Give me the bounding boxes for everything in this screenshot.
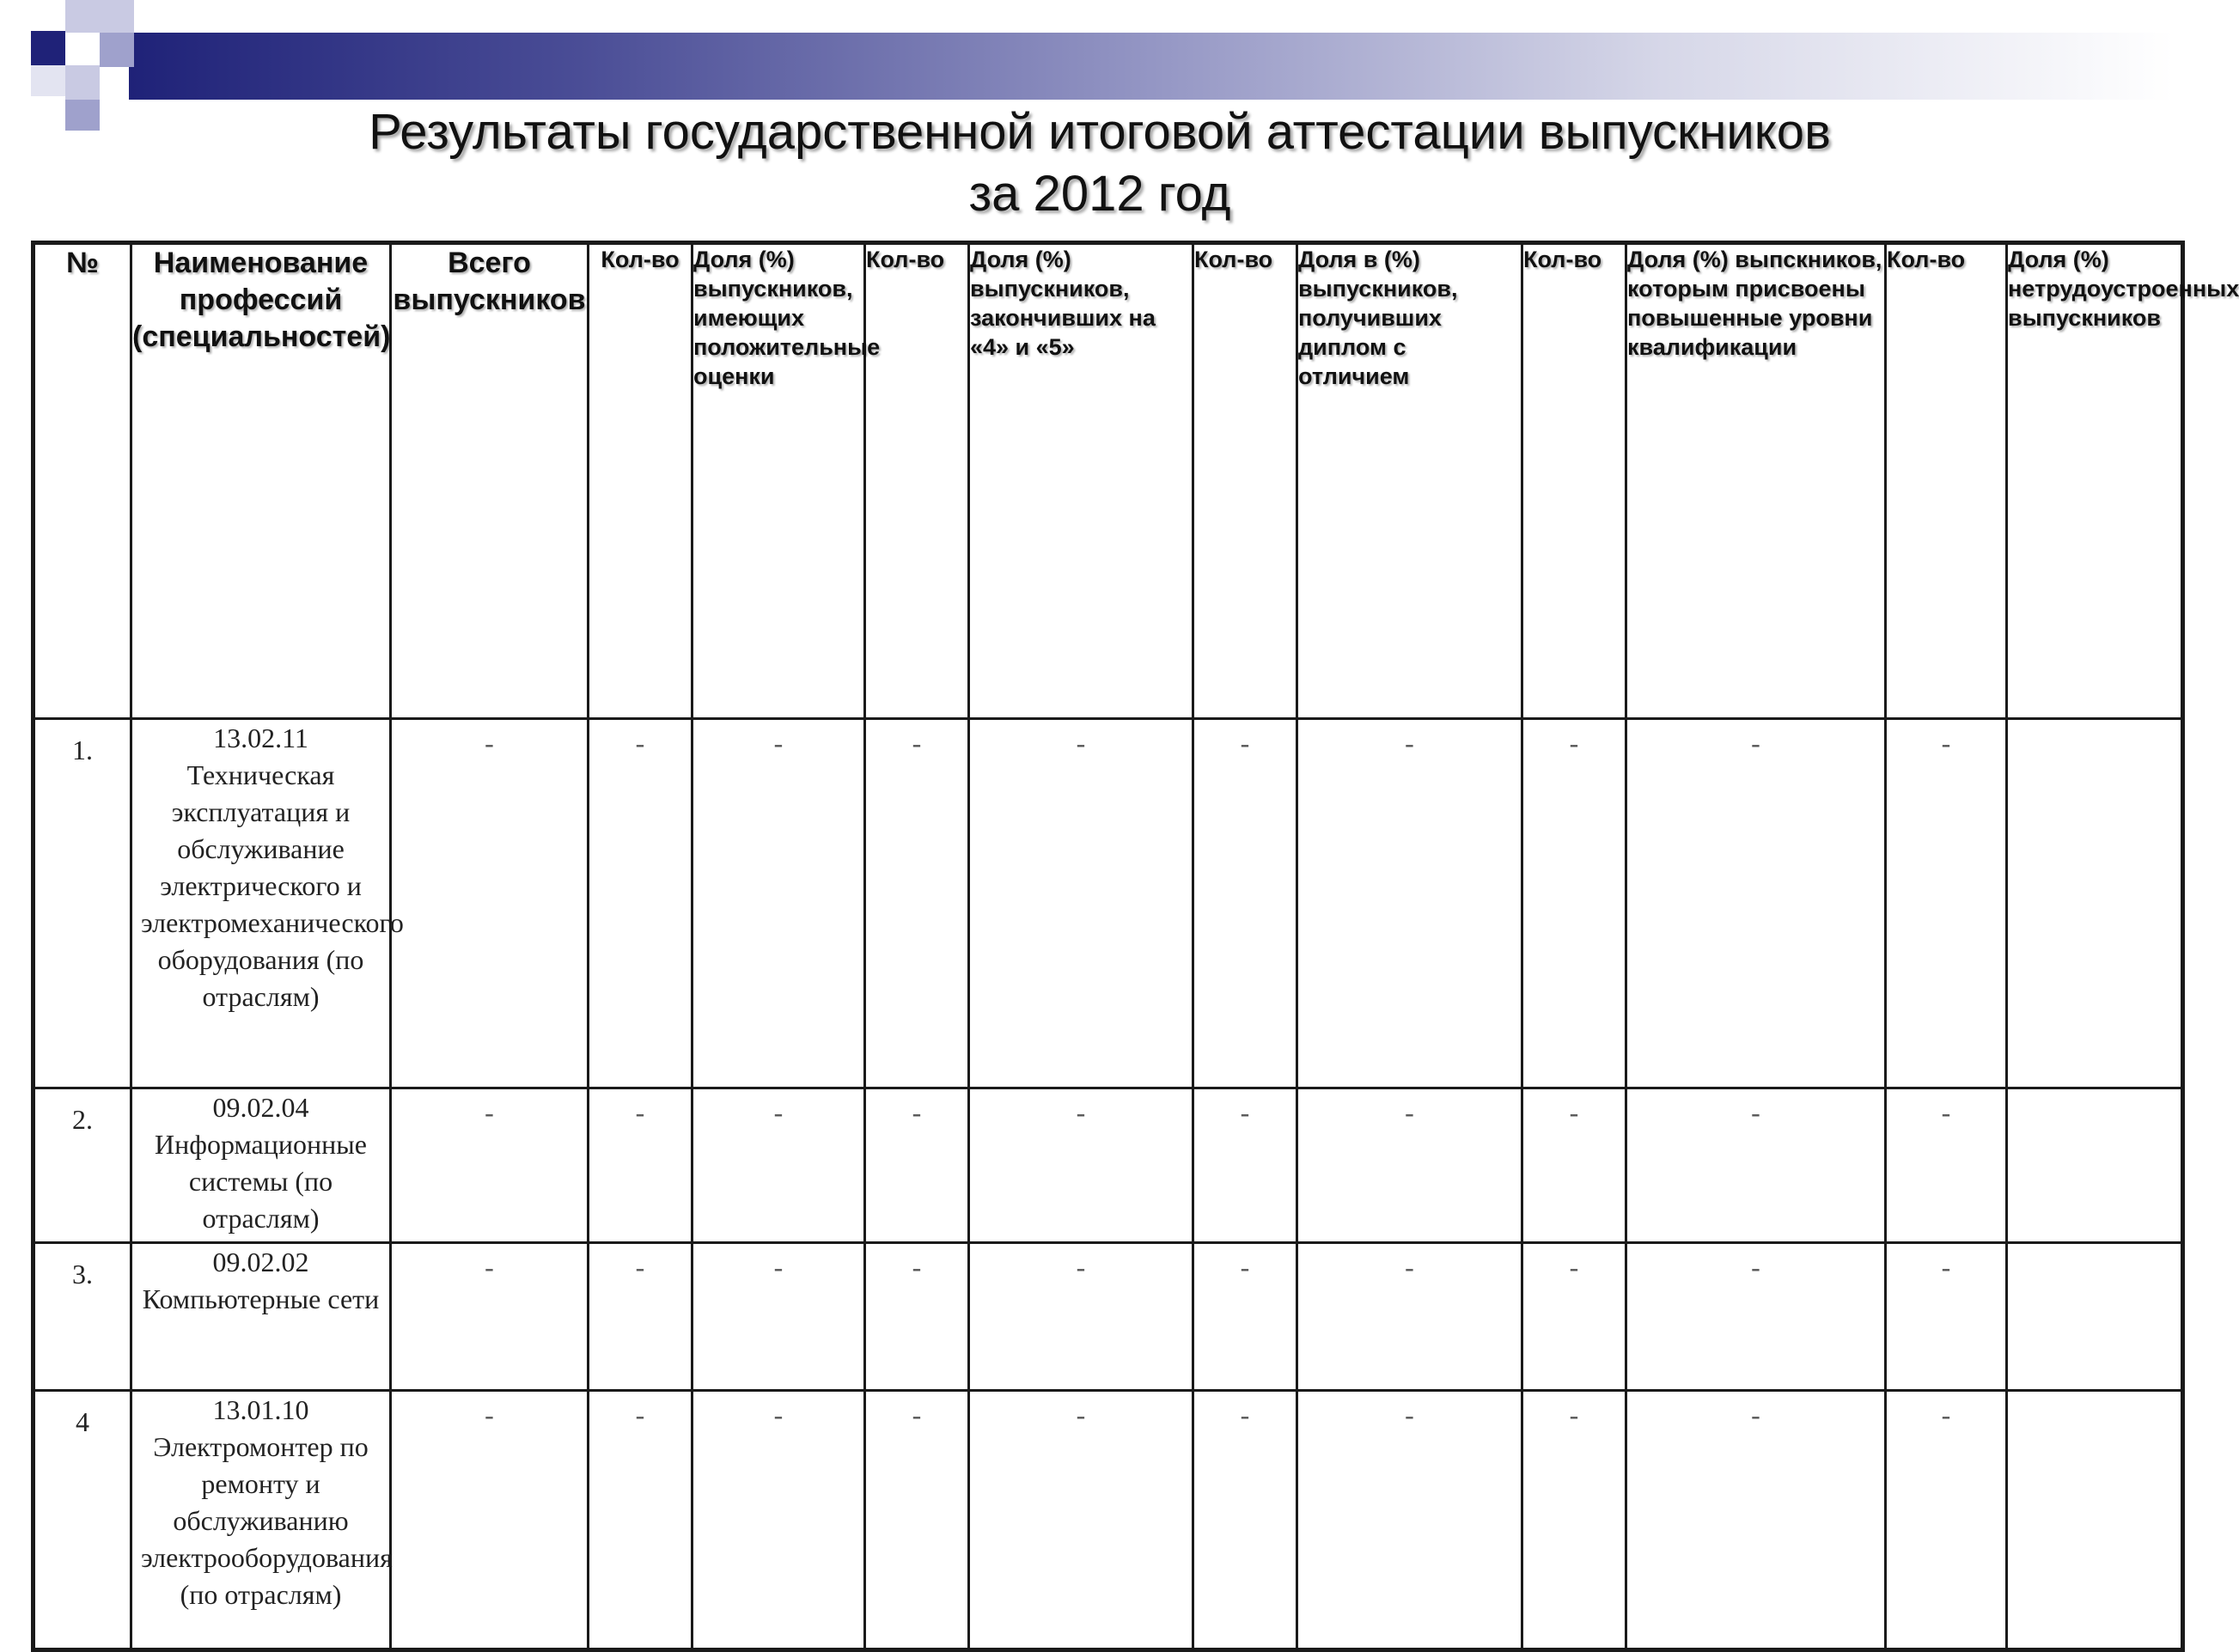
row-value-cell: - — [1626, 719, 1886, 1088]
header-kol-1: Кол-во — [589, 243, 692, 719]
row-value-cell — [2007, 1391, 2183, 1650]
row-profession-name: 09.02.02 Компьютерные сети — [131, 1243, 391, 1391]
row-value-cell: - — [1626, 1243, 1886, 1391]
header-share-honors: Доля в (%) выпускников, получивших диплом с отличием — [1297, 243, 1522, 719]
row-value-cell: - — [969, 719, 1193, 1088]
row-value-cell: - — [1886, 1088, 2007, 1243]
row-value-cell: - — [1193, 1243, 1297, 1391]
row-value-cell: - — [692, 719, 865, 1088]
row-value-cell: - — [1626, 1088, 1886, 1243]
row-value-cell: - — [865, 1088, 969, 1243]
header-kol-4: Кол-во — [1522, 243, 1626, 719]
header-kol-5: Кол-во — [1886, 243, 2007, 719]
row-value-cell — [2007, 1088, 2183, 1243]
header-kol-3: Кол-во — [1193, 243, 1297, 719]
header-share-4-5: Доля (%) выпускников, закончивших на «4» и «5» — [969, 243, 1193, 719]
row-number: 4 — [34, 1391, 131, 1650]
row-value-cell: - — [692, 1243, 865, 1391]
row-number: 3. — [34, 1243, 131, 1391]
row-value-cell: - — [1297, 1243, 1522, 1391]
row-value-cell: - — [692, 1088, 865, 1243]
header-share-positive: Доля (%) выпускников, имеющих положительные оценки — [692, 243, 865, 719]
title-line-2: за 2012 год — [968, 166, 1231, 222]
row-number: 2. — [34, 1088, 131, 1243]
row-value-cell: - — [391, 719, 589, 1088]
table-row — [34, 1243, 2183, 1391]
row-value-cell: - — [969, 1391, 1193, 1650]
header-share-unemployed: Доля (%) нетрудоустроенных выпускников — [2007, 243, 2183, 719]
page-title — [0, 101, 2199, 225]
row-value-cell: - — [589, 1088, 692, 1243]
row-value-cell: - — [1193, 719, 1297, 1088]
row-value-cell: - — [865, 1391, 969, 1650]
results-table — [31, 241, 2239, 1652]
table-row — [34, 719, 2183, 1088]
row-value-cell: - — [1522, 1088, 1626, 1243]
row-value-cell: - — [1886, 1243, 2007, 1391]
row-profession-name: 13.01.10 Электромонтер по ремонту и обслуживанию электрооборудования (по отраслям) — [131, 1391, 391, 1650]
row-value-cell: - — [1193, 1088, 1297, 1243]
row-value-cell: - — [969, 1243, 1193, 1391]
row-value-cell: - — [1193, 1391, 1297, 1650]
row-value-cell: - — [692, 1391, 865, 1650]
row-value-cell: - — [589, 1243, 692, 1391]
table-row — [34, 1391, 2183, 1650]
row-value-cell: - — [1886, 1391, 2007, 1650]
row-profession-name: 13.02.11 Техническая эксплуатация и обслуживание электрического и электромеханического оборудования (по отраслям) — [131, 719, 391, 1088]
row-number: 1. — [34, 719, 131, 1088]
row-value-cell — [2007, 1243, 2183, 1391]
row-value-cell: - — [865, 719, 969, 1088]
table-body — [34, 719, 2183, 1650]
table-row — [34, 1088, 2183, 1243]
decor-square — [100, 33, 134, 67]
decor-square — [65, 0, 100, 33]
decor-square — [31, 65, 65, 96]
header-kol-2: Кол-во — [865, 243, 969, 719]
row-value-cell: - — [1297, 1391, 1522, 1650]
row-value-cell: - — [589, 719, 692, 1088]
row-value-cell: - — [391, 1088, 589, 1243]
header-row — [34, 243, 2183, 719]
row-value-cell: - — [391, 1391, 589, 1650]
row-value-cell: - — [1626, 1391, 1886, 1650]
header-share-qualification: Доля (%) выпскников, которым присвоены повышенные уровни квалификации — [1626, 243, 1886, 719]
header-name: Наименование профессий (специальностей) — [131, 243, 391, 719]
row-value-cell — [2007, 719, 2183, 1088]
row-value-cell: - — [1886, 719, 2007, 1088]
row-value-cell: - — [1522, 719, 1626, 1088]
row-value-cell: - — [1297, 719, 1522, 1088]
row-value-cell: - — [589, 1391, 692, 1650]
row-value-cell: - — [865, 1243, 969, 1391]
row-profession-name: 09.02.04 Информационные системы (по отраслям) — [131, 1088, 391, 1243]
row-value-cell: - — [1522, 1391, 1626, 1650]
decor-square — [100, 0, 134, 33]
row-value-cell: - — [969, 1088, 1193, 1243]
row-value-cell: - — [1297, 1088, 1522, 1243]
row-value-cell: - — [1522, 1243, 1626, 1391]
row-value-cell: - — [391, 1243, 589, 1391]
header-banner — [129, 33, 2174, 100]
header-num: № — [34, 243, 131, 719]
title-line-1: Результаты государственной итоговой аттестации выпускников — [369, 104, 1831, 160]
header-total: Всего выпускников — [391, 243, 589, 719]
decor-square — [31, 31, 65, 65]
